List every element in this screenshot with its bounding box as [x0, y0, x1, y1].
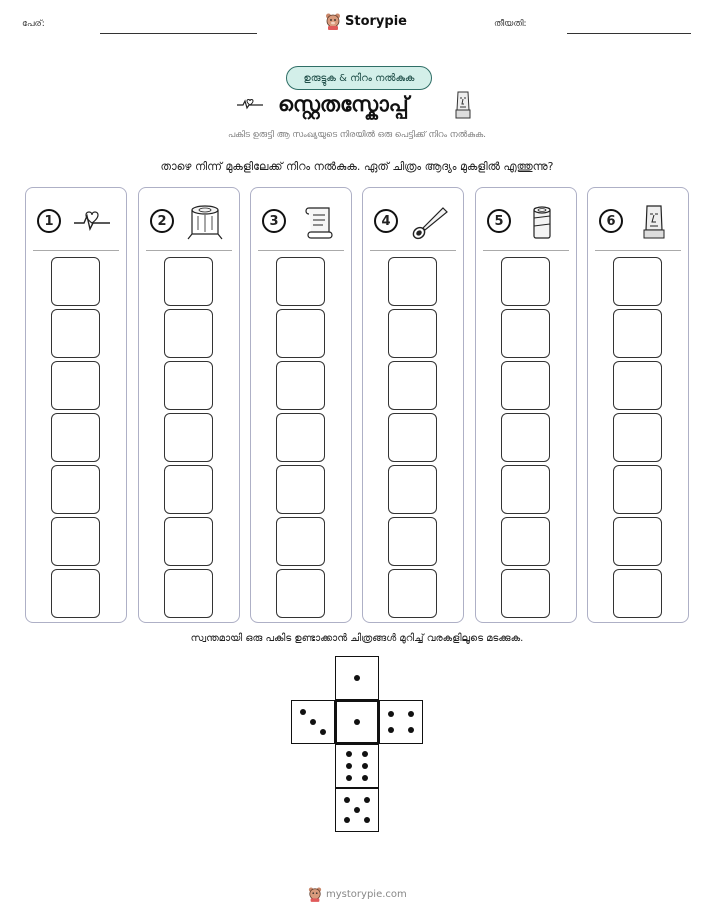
date-label: തീയതി: [494, 19, 527, 29]
die-pip [346, 775, 352, 781]
column-4 [362, 187, 464, 623]
color-box[interactable] [501, 257, 550, 306]
die-pip [300, 709, 306, 715]
color-box[interactable] [613, 413, 662, 462]
tree-stump-icon [185, 202, 225, 242]
die-pip [388, 711, 394, 717]
color-box[interactable] [501, 517, 550, 566]
color-box[interactable] [613, 569, 662, 618]
die-pip [346, 763, 352, 769]
column-number: 2 [150, 209, 174, 233]
color-box[interactable] [388, 517, 437, 566]
bear-icon [325, 12, 341, 30]
color-box[interactable] [276, 569, 325, 618]
moai-icon [634, 202, 674, 242]
die-face-1 [335, 656, 379, 700]
die-pip [364, 817, 370, 823]
color-box[interactable] [388, 257, 437, 306]
color-box[interactable] [164, 309, 213, 358]
color-box[interactable] [613, 465, 662, 514]
color-box[interactable] [501, 465, 550, 514]
column-3 [250, 187, 352, 623]
die-pip [344, 817, 350, 823]
name-label: പേര്: [22, 19, 45, 29]
color-box[interactable] [501, 413, 550, 462]
name-line[interactable] [100, 33, 257, 34]
die-pip [362, 763, 368, 769]
color-box[interactable] [164, 465, 213, 514]
column-divider [595, 250, 681, 251]
horn-icon [409, 202, 449, 242]
die-face-3 [291, 700, 335, 744]
column-divider [33, 250, 119, 251]
bear-icon [308, 886, 322, 902]
color-box[interactable] [51, 257, 100, 306]
die-pip [408, 727, 414, 733]
die-pip [388, 727, 394, 733]
column-divider [146, 250, 232, 251]
die-pip [354, 675, 360, 681]
color-box[interactable] [613, 257, 662, 306]
color-box[interactable] [501, 309, 550, 358]
color-box[interactable] [388, 465, 437, 514]
color-box[interactable] [164, 361, 213, 410]
color-box[interactable] [51, 465, 100, 514]
die-pip [310, 719, 316, 725]
color-box[interactable] [388, 413, 437, 462]
die-face-1-center [335, 700, 379, 744]
color-box[interactable] [164, 413, 213, 462]
color-box[interactable] [276, 309, 325, 358]
column-divider [483, 250, 569, 251]
color-box[interactable] [51, 309, 100, 358]
page-title: സ്റ്റെതസ്കോപ്പ് [278, 92, 409, 116]
column-number: 3 [262, 209, 286, 233]
column-1 [25, 187, 127, 623]
column-divider [370, 250, 456, 251]
heartbeat-icon [72, 202, 112, 242]
color-box[interactable] [613, 517, 662, 566]
color-box[interactable] [388, 569, 437, 618]
die-pip [408, 711, 414, 717]
die-pip [364, 797, 370, 803]
column-6 [587, 187, 689, 623]
die-face-6 [335, 744, 379, 788]
die-pip [320, 729, 326, 735]
column-number: 6 [599, 209, 623, 233]
subtitle: പകിട ഉരുട്ടി ആ സംഖ്യയുടെ നിരയിൽ ഒരു പെട്ടിക്ക് നിറം നൽകുക. [228, 130, 486, 140]
activity-badge: ഉരുട്ടുക & നിറം നൽകുക [286, 66, 432, 90]
color-box[interactable] [388, 361, 437, 410]
die-pip [346, 751, 352, 757]
color-box[interactable] [51, 569, 100, 618]
fold-instruction: സ്വന്തമായി ഒരു പകിട ഉണ്ടാക്കാൻ ചിത്രങ്ങൾ മുറിച്ച് വരകളിലൂടെ മടക്കുക. [190, 633, 524, 644]
die-face-5 [335, 788, 379, 832]
moai-icon [453, 90, 473, 120]
die-pip [354, 807, 360, 813]
color-box[interactable] [276, 413, 325, 462]
date-line[interactable] [567, 33, 691, 34]
column-5 [475, 187, 577, 623]
color-box[interactable] [613, 361, 662, 410]
heartbeat-icon [236, 96, 264, 112]
color-box[interactable] [164, 569, 213, 618]
color-box[interactable] [51, 361, 100, 410]
die-pip [362, 775, 368, 781]
color-box[interactable] [388, 309, 437, 358]
footer-url[interactable]: mystorypie.com [326, 888, 407, 900]
color-box[interactable] [51, 517, 100, 566]
color-box[interactable] [276, 257, 325, 306]
color-box[interactable] [276, 465, 325, 514]
rolled-paper-icon [522, 202, 562, 242]
die-face-4 [379, 700, 423, 744]
color-box[interactable] [164, 257, 213, 306]
die-pip [362, 751, 368, 757]
storypie-logo [325, 12, 407, 30]
column-2 [138, 187, 240, 623]
color-box[interactable] [501, 569, 550, 618]
brand-name: Storypie [345, 13, 407, 29]
column-number: 1 [37, 209, 61, 233]
instruction-text: താഴെ നിന്ന് മുകളിലേക്ക് നിറം നൽകുക. ഏത് ചിത്രം ആദ്യം മുകളിൽ എത്തുന്നു? [160, 160, 554, 173]
color-box[interactable] [613, 309, 662, 358]
column-number: 5 [487, 209, 511, 233]
color-box[interactable] [276, 361, 325, 410]
die-pip [354, 719, 360, 725]
footer [308, 886, 407, 902]
color-box[interactable] [164, 517, 213, 566]
column-divider [258, 250, 344, 251]
color-box[interactable] [51, 413, 100, 462]
scroll-icon [297, 202, 337, 242]
column-number: 4 [374, 209, 398, 233]
die-pip [344, 797, 350, 803]
color-box[interactable] [276, 517, 325, 566]
color-box[interactable] [501, 361, 550, 410]
